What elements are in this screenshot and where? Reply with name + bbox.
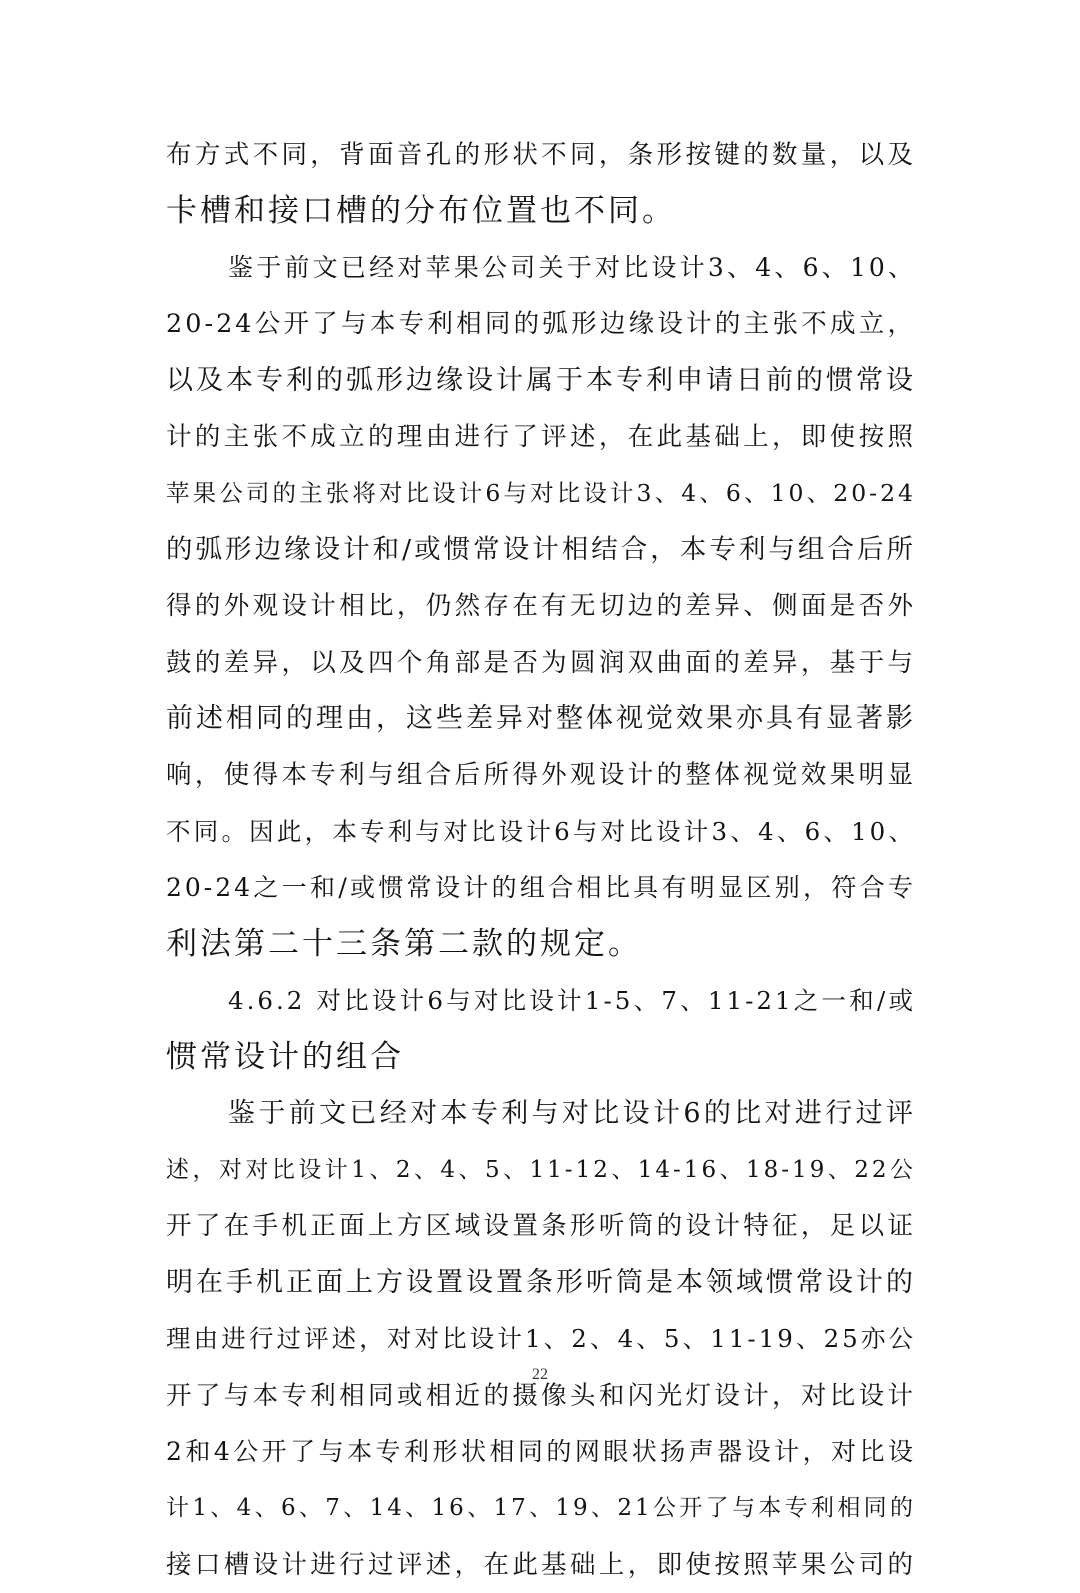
paragraph-4-line-7: 2和4公开了与本专利形状相同的网眼状扬声器设计，对比设	[166, 1436, 916, 1466]
paragraph-2-line-5: 苹果公司的主张将对比设计6与对比设计3、4、6、10、20-24	[166, 479, 916, 508]
paragraph-2-line-8: 鼓的差异，以及四个角部是否为圆润双曲面的差异，基于与	[166, 647, 916, 678]
paragraph-4-line-4: 明在手机正面上方设置设置条形听筒是本领域惯常设计的	[166, 1266, 916, 1298]
paragraph-4-line-5: 理由进行过评述，对对比设计1、2、4、5、11-19、25亦公	[166, 1324, 916, 1354]
paragraph-4-line-8: 计1、4、6、7、14、16、17、19、21公开了与本专利相同的	[166, 1495, 916, 1522]
section-heading-line-1: 4.6.2 对比设计6与对比设计1-5、7、11-21之一和/或	[228, 985, 916, 1015]
section-heading-line-2: 惯常设计的组合	[166, 1039, 404, 1076]
paragraph-2-line-9: 前述相同的理由，这些差异对整体视觉效果亦具有显著影	[166, 702, 916, 734]
paragraph-4-line-3: 开了在手机正面上方区域设置条形听筒的设计特征，足以证	[166, 1211, 916, 1242]
page-number: 22	[532, 1366, 548, 1383]
paragraph-2-line-13: 利法第二十三条第二款的规定。	[166, 926, 642, 963]
paragraph-2-line-3: 以及本专利的弧形边缘设计属于本专利申请日前的惯常设	[166, 364, 916, 396]
paragraph-4-line-9: 接口槽设计进行过评述，在此基础上，即使按照苹果公司的	[166, 1549, 916, 1580]
paragraph-2-line-6: 的弧形边缘设计和/或惯常设计相结合，本专利与组合后所	[166, 533, 916, 565]
paragraph-4-line-6: 开了与本专利相同或相近的摄像头和闪光灯设计，对比设计	[166, 1380, 916, 1411]
paragraph-2-line-4: 计的主张不成立的理由进行了评述，在此基础上，即使按照	[166, 421, 916, 452]
paragraph-4-line-1: 鉴于前文已经对本专利与对比设计6的比对进行过评	[228, 1097, 916, 1129]
paragraph-1-line-2: 卡槽和接口槽的分布位置也不同。	[166, 193, 676, 230]
paragraph-2-line-12: 20-24之一和/或惯常设计的组合相比具有明显区别，符合专	[166, 873, 916, 903]
paragraph-2-line-11: 不同。因此，本专利与对比设计6与对比设计3、4、6、10、	[166, 816, 916, 846]
paragraph-1-line-1: 布方式不同，背面音孔的形状不同，条形按键的数量，以及	[166, 140, 916, 170]
paragraph-2-line-7: 得的外观设计相比，仍然存在有无切边的差异、侧面是否外	[166, 591, 916, 622]
paragraph-2-line-2: 20-24公开了与本专利相同的弧形边缘设计的主张不成立，	[166, 309, 916, 340]
paragraph-2-line-10: 响，使得本专利与组合后所得外观设计的整体视觉效果明显	[166, 760, 916, 791]
paragraph-4-line-2: 述，对对比设计1、2、4、5、11-12、14-16、18-19、22公	[166, 1157, 916, 1184]
paragraph-2-line-1: 鉴于前文已经对苹果公司关于对比设计3、4、6、10、	[228, 252, 916, 282]
